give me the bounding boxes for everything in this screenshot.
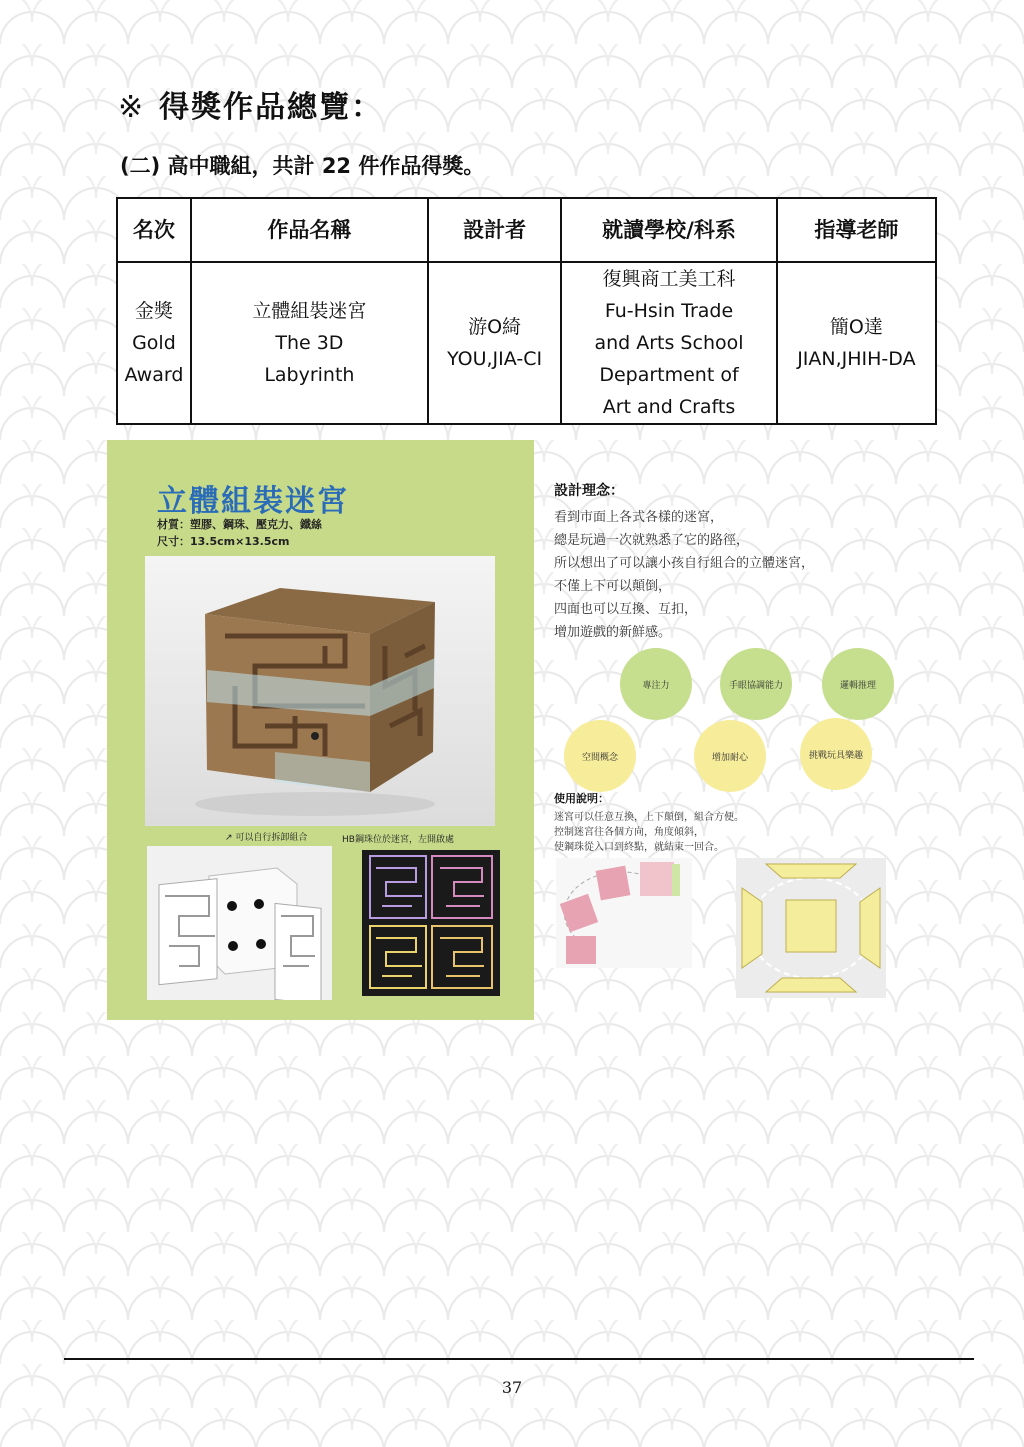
rotation-diagram	[556, 858, 692, 968]
header-teacher: 指導老師	[777, 198, 936, 262]
school-line: Fu-Hsin Trade	[604, 300, 734, 322]
poster-main-panel	[107, 440, 534, 1020]
header-designer: 設計者	[428, 198, 561, 262]
teacher-line: 簡O達	[829, 316, 883, 338]
designer-line: 游O綺	[468, 316, 522, 338]
concept-circle: 挑戰玩具樂趣	[800, 718, 872, 790]
concept-circle: 空間概念	[564, 720, 636, 792]
concept-line: 總是玩過一次就熟悉了它的路徑，	[554, 533, 750, 548]
header-school: 就讀學校/科系	[561, 198, 777, 262]
cell-teacher	[777, 262, 936, 424]
concept-circle: 增加耐心	[694, 720, 766, 792]
concept-title: 設計理念：	[554, 483, 624, 499]
poster-material: 材質：塑膠、鋼珠、壓克力、鐵絲	[157, 518, 322, 531]
usage-title: 使用說明：	[554, 792, 609, 805]
concept-line: 增加遊戲的新鮮感。	[554, 625, 672, 640]
school-line: Art and Crafts	[602, 396, 736, 418]
poster-size: 尺寸：13.5cm×13.5cm	[157, 535, 290, 548]
concept-line: 看到市面上各式各樣的迷宮，	[554, 510, 724, 525]
reference-mark: ※	[118, 90, 146, 125]
concept-circle: 手眼協調能力	[720, 648, 792, 720]
rank-line: 金獎	[134, 300, 173, 322]
section-subheading: (二) 高中職組，共計 22 件作品得獎。	[120, 154, 485, 178]
concept-line: 所以想出了可以讓小孩自行組合的立體迷宮，	[554, 556, 815, 571]
cell-designer	[428, 262, 561, 424]
arrow-icon: ↗	[225, 833, 236, 843]
work-line: 立體組裝迷宮	[252, 300, 367, 322]
cell-rank	[117, 262, 191, 424]
school-line: 復興商工美工科	[602, 268, 736, 290]
concept-circle: 邏輯推理	[822, 648, 894, 720]
usage-line: 迷宮可以任意互換，上下顛倒，組合方便。	[554, 812, 744, 823]
header-rank: 名次	[117, 198, 191, 262]
table-row	[117, 262, 936, 424]
top-view-diagram	[736, 858, 886, 998]
concept-circle: 專注力	[620, 648, 692, 720]
school-line: Department of	[599, 364, 739, 386]
work-line: The 3D	[275, 332, 344, 354]
assembly-note-text: 可以自行拆卸組合	[235, 833, 308, 843]
cell-school	[561, 262, 777, 424]
rank-line: Gold	[132, 332, 176, 354]
dark-maze-photo	[362, 850, 500, 996]
designer-line: YOU,JIA-CI	[447, 348, 543, 370]
table-header-row	[117, 198, 936, 262]
poster-title: 立體組裝迷宮	[157, 484, 349, 519]
school-line: and Arts School	[594, 332, 744, 354]
work-line: Labyrinth	[264, 364, 355, 386]
assembly-note	[225, 830, 307, 843]
maze-cube-photo	[145, 556, 495, 826]
heading-title: 得獎作品總覽：	[159, 90, 384, 125]
usage-line: 控制迷宮往各個方向，角度傾斜，	[554, 827, 704, 838]
concept-line: 四面也可以互換、互扣，	[554, 602, 698, 617]
page-number: 37	[501, 1378, 523, 1397]
teacher-line: JIAN,JHIH-DA	[797, 348, 916, 370]
steel-ball-note: HB鋼珠位於迷宮，左開啟處	[342, 835, 454, 845]
poster-concept-panel	[546, 470, 906, 1015]
concept-line: 不僅上下可以顛倒，	[554, 579, 672, 594]
cell-work	[191, 262, 428, 424]
rank-line: Award	[124, 364, 184, 386]
dice-maze-photo	[147, 846, 332, 1000]
header-work: 作品名稱	[191, 198, 428, 262]
usage-line: 使鋼珠從入口到終點，就結束一回合。	[554, 842, 724, 853]
awards-table	[116, 197, 937, 425]
page-heading	[118, 82, 383, 126]
footer-rule	[64, 1358, 974, 1360]
